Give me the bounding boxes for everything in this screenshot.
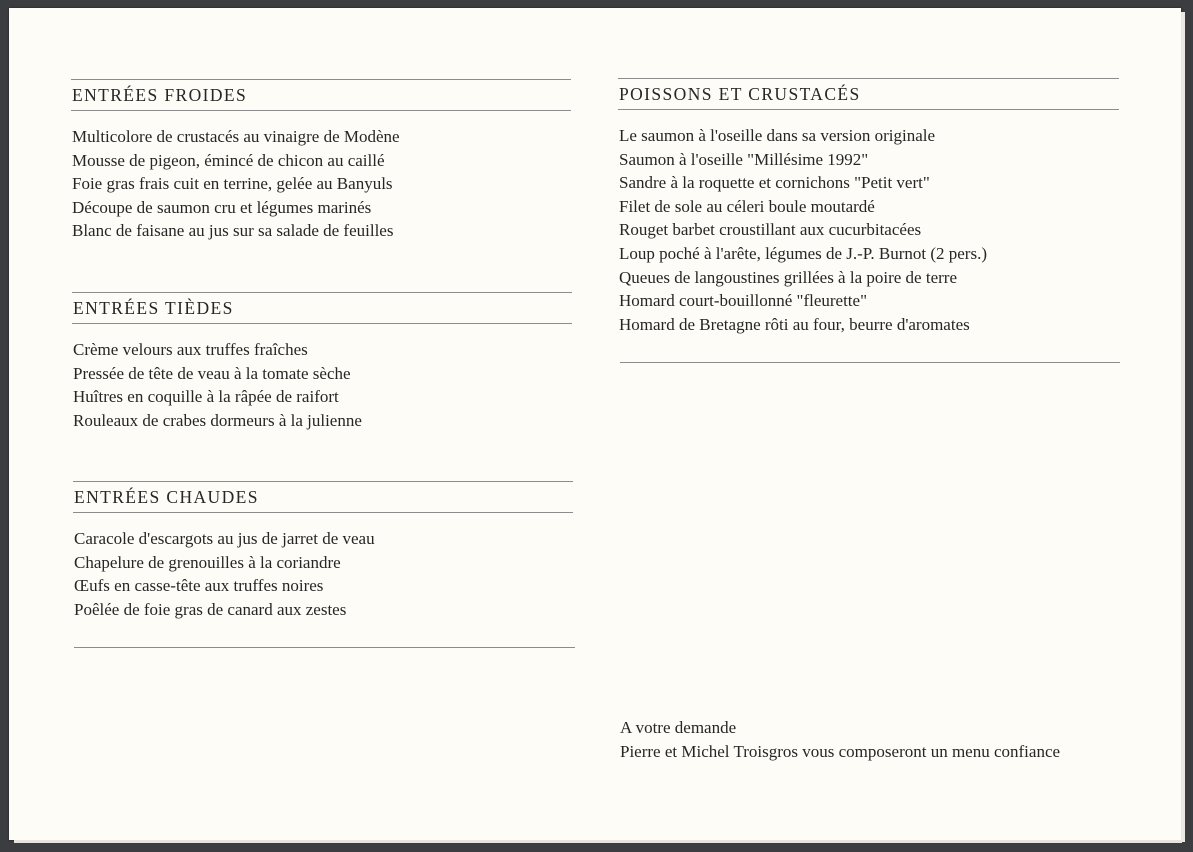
menu-item: Chapelure de grenouilles à la coriandre xyxy=(74,552,341,572)
menu-item-list xyxy=(618,124,1119,336)
menu-item: Œufs en casse-tête aux truffes noires xyxy=(74,576,324,596)
section-heading-rule xyxy=(73,512,573,513)
section-entrees-froides xyxy=(71,79,571,243)
section-heading: POISSONS ET CRUSTACÉS xyxy=(619,84,861,104)
menu-item: Découpe de saumon cru et légumes marinés xyxy=(72,197,372,217)
menu-item: Rouleaux de crabes dormeurs à la julienne xyxy=(73,410,362,430)
menu-item: Queues de langoustines grillées à la poire de terre xyxy=(619,267,957,287)
menu-item: Crème velours aux truffes fraîches xyxy=(73,340,308,359)
note-line: Pierre et Michel Troisgros vous composeront un menu confiance xyxy=(620,741,1061,761)
paper-edge xyxy=(1181,12,1185,842)
menu-item: Pressée de tête de veau à la tomate sèche xyxy=(73,363,351,383)
section-heading: ENTRÉES TIÈDES xyxy=(73,298,234,318)
section-heading: ENTRÉES FROIDES xyxy=(72,85,248,105)
left-column-bottom-rule xyxy=(74,647,575,648)
menu-item: Poêlée de foie gras de canard aux zestes xyxy=(74,599,347,619)
menu-item-list xyxy=(71,125,571,243)
menu-item: Homard court-bouillonné "fleurette" xyxy=(619,291,868,311)
paper-edge xyxy=(14,840,1182,843)
chef-note xyxy=(620,716,1060,763)
section-poissons-crustaces xyxy=(618,78,1119,336)
menu-item: Huîtres en coquille à la râpée de raifort xyxy=(73,387,339,407)
menu-item-list xyxy=(72,338,572,432)
menu-item: Sandre à la roquette et cornichons "Petit vert" xyxy=(619,173,930,193)
menu-item: Caracole d'escargots au jus de jarret de veau xyxy=(74,529,375,548)
menu-item: Loup poché à l'arête, légumes de J.-P. Burnot (2 pers.) xyxy=(619,243,987,263)
menu-item: Multicolore de crustacés au vinaigre de Modène xyxy=(72,127,400,146)
menu-item: Rouget barbet croustillant aux cucurbitacées xyxy=(619,220,922,240)
section-entrees-tiedes xyxy=(72,292,572,432)
right-column-bottom-rule xyxy=(620,362,1120,363)
section-entrees-chaudes xyxy=(73,481,573,621)
menu-item-list xyxy=(73,527,573,621)
menu-item: Mousse de pigeon, émincé de chicon au caillé xyxy=(72,150,385,170)
note-line: A votre demande xyxy=(620,718,737,737)
menu-item: Le saumon à l'oseille dans sa version originale xyxy=(619,126,936,145)
section-heading-rule xyxy=(71,110,571,111)
section-heading-rule xyxy=(72,323,572,324)
menu-item: Saumon à l'oseille "Millésime 1992" xyxy=(619,149,869,169)
menu-item: Homard de Bretagne rôti au four, beurre d'aromates xyxy=(619,314,970,334)
section-heading: ENTRÉES CHAUDES xyxy=(74,487,259,507)
menu-item: Foie gras frais cuit en terrine, gelée au Banyuls xyxy=(72,174,393,194)
menu-item: Blanc de faisane au jus sur sa salade de feuilles xyxy=(72,221,394,241)
section-heading-rule xyxy=(618,109,1119,110)
menu-item: Filet de sole au céleri boule moutardé xyxy=(619,196,875,216)
